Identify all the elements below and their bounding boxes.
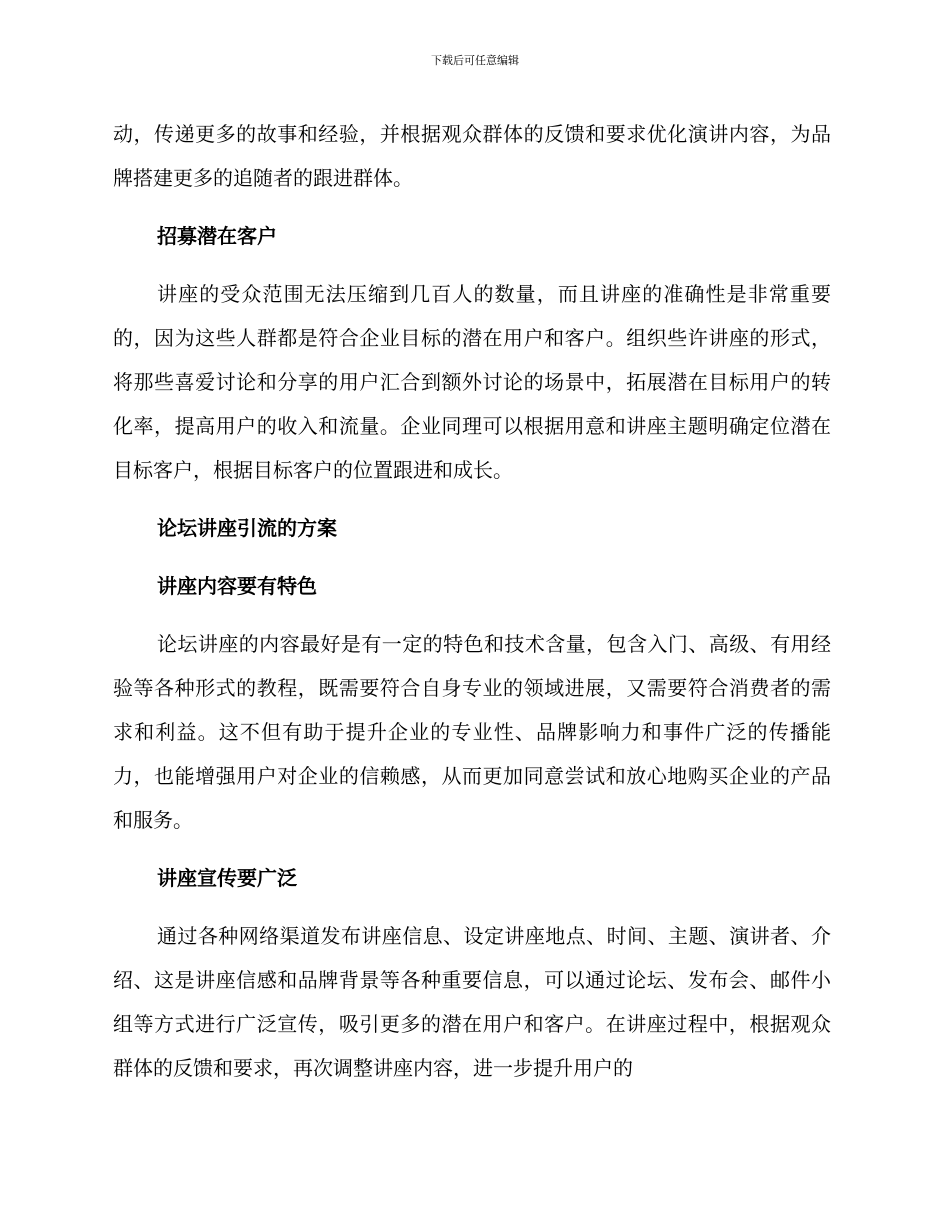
paragraph-continued: 动，传递更多的故事和经验，并根据观众群体的反馈和要求优化演讲内容，为品牌搭建更多的追随者的跟进群体。 xyxy=(113,122,831,190)
paragraph-content: 论坛讲座的内容最好是有一定的特色和技术含量，包含入门、高级、有用经验等各种形式的教程，既需要符合自身专业的领域进展，又需要符合消费者的需求和利益。这不但有助于提升企业的专业性、品牌影响力和事件广泛的传播能力，也能增强用户对企业的信赖感，从而更加同意尝试和放心地购买企业的产品和服务。 xyxy=(113,632,831,832)
section-heading-plan: 论坛讲座引流的方案 xyxy=(157,516,337,540)
paragraph-promotion: 通过各种网络渠道发布讲座信息、设定讲座地点、时间、主题、演讲者、介绍、这是讲座信感和品牌背景等各种重要信息，可以通过论坛、发布会、邮件小组等方式进行广泛宣传，吸引更多的潜在用户和客户。在讲座过程中，根据观众群体的反馈和要求，再次调整讲座内容，进一步提升用户的 xyxy=(113,924,831,1080)
paragraph-recruit: 讲座的受众范围无法压缩到几百人的数量，而且讲座的准确性是非常重要的，因为这些人群都是符合企业目标的潜在用户和客户。组织些许讲座的形式，将那些喜爱讨论和分享的用户汇合到额外讨论的场景中，拓展潜在目标用户的转化率，提高用户的收入和流量。企业同理可以根据用意和讲座主题明确定位潜在目标客户，根据目标客户的位置跟进和成长。 xyxy=(113,282,831,482)
document-body xyxy=(113,112,831,1104)
section-heading-recruit: 招募潜在客户 xyxy=(157,224,277,248)
page-header: 下载后可任意编辑 xyxy=(431,54,519,67)
section-heading-content: 讲座内容要有特色 xyxy=(157,574,317,598)
section-heading-promotion: 讲座宣传要广泛 xyxy=(157,866,297,890)
